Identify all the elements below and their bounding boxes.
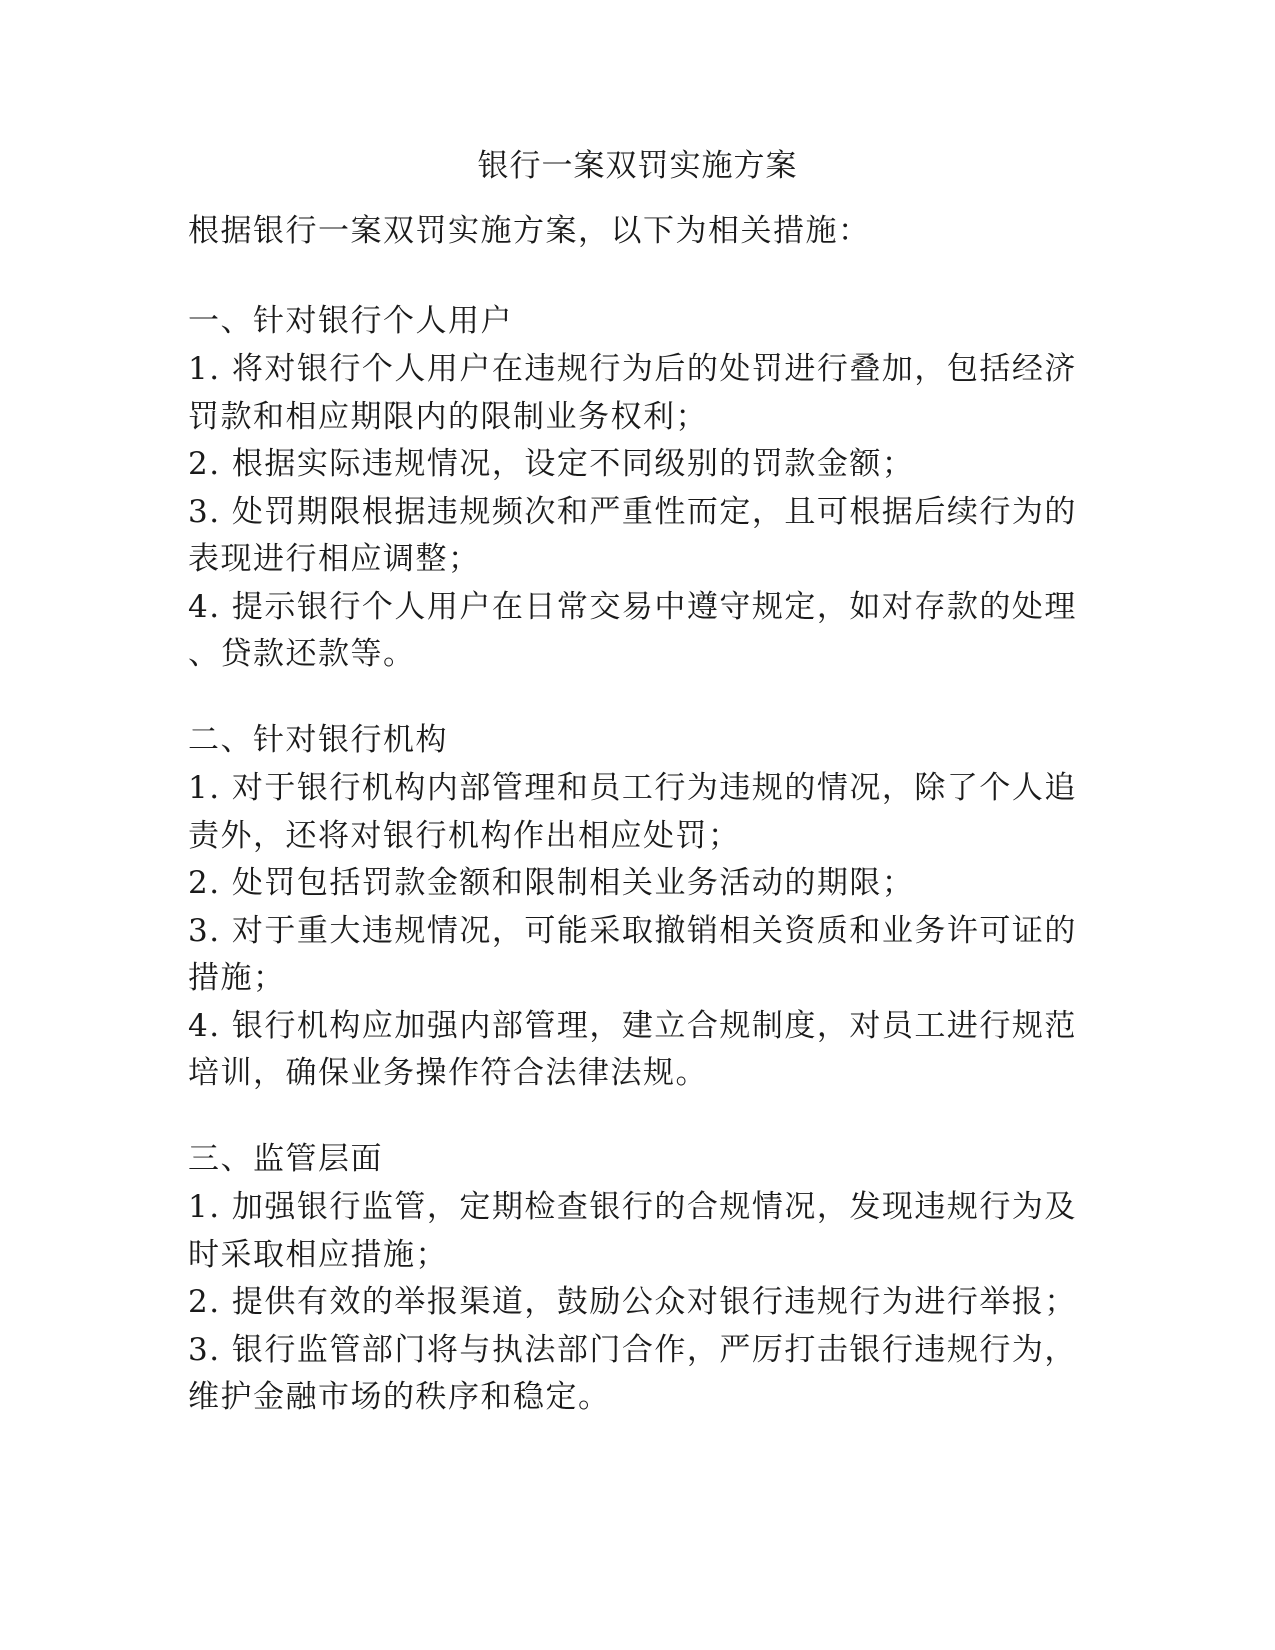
section-1-line: 4. 提示银行个人用户在日常交易中遵守规定，如对存款的处理	[188, 589, 1077, 625]
section-3-heading: 三、监管层面	[188, 1141, 383, 1177]
section-2-line: 责外，还将对银行机构作出相应处罚；	[188, 818, 741, 854]
section-1-line: 2. 根据实际违规情况，设定不同级别的罚款金额；	[188, 446, 915, 482]
section-3-line: 维护金融市场的秩序和稳定。	[188, 1379, 611, 1415]
section-1-line: 3. 处罚期限根据违规频次和严重性而定，且可根据后续行为的	[188, 494, 1077, 530]
section-2-heading: 二、针对银行机构	[188, 722, 448, 758]
intro-paragraph: 根据银行一案双罚实施方案，以下为相关措施：	[188, 213, 871, 249]
section-1-line: 1. 将对银行个人用户在违规行为后的处罚进行叠加，包括经济	[188, 351, 1077, 387]
section-2-line: 2. 处罚包括罚款金额和限制相关业务活动的期限；	[188, 865, 915, 901]
document-title: 银行一案双罚实施方案	[477, 148, 798, 184]
section-2-line: 1. 对于银行机构内部管理和员工行为违规的情况，除了个人追	[188, 770, 1077, 806]
section-3-line: 1. 加强银行监管，定期检查银行的合规情况，发现违规行为及	[188, 1189, 1077, 1225]
section-3-line: 3. 银行监管部门将与执法部门合作，严厉打击银行违规行为，	[188, 1332, 1077, 1368]
section-2-line: 培训，确保业务操作符合法律法规。	[188, 1055, 708, 1091]
section-3-line: 2. 提供有效的举报渠道，鼓励公众对银行违规行为进行举报；	[188, 1284, 1077, 1320]
section-2-line: 3. 对于重大违规情况，可能采取撤销相关资质和业务许可证的	[188, 913, 1077, 949]
section-1-line: 、贷款还款等。	[188, 636, 416, 672]
section-2-line: 措施；	[188, 960, 286, 996]
section-1-line: 罚款和相应期限内的限制业务权利；	[188, 399, 708, 435]
section-1-heading: 一、针对银行个人用户	[188, 303, 513, 339]
section-1-line: 表现进行相应调整；	[188, 541, 481, 577]
section-2-line: 4. 银行机构应加强内部管理，建立合规制度，对员工进行规范	[188, 1008, 1077, 1044]
section-3-line: 时采取相应措施；	[188, 1237, 448, 1273]
